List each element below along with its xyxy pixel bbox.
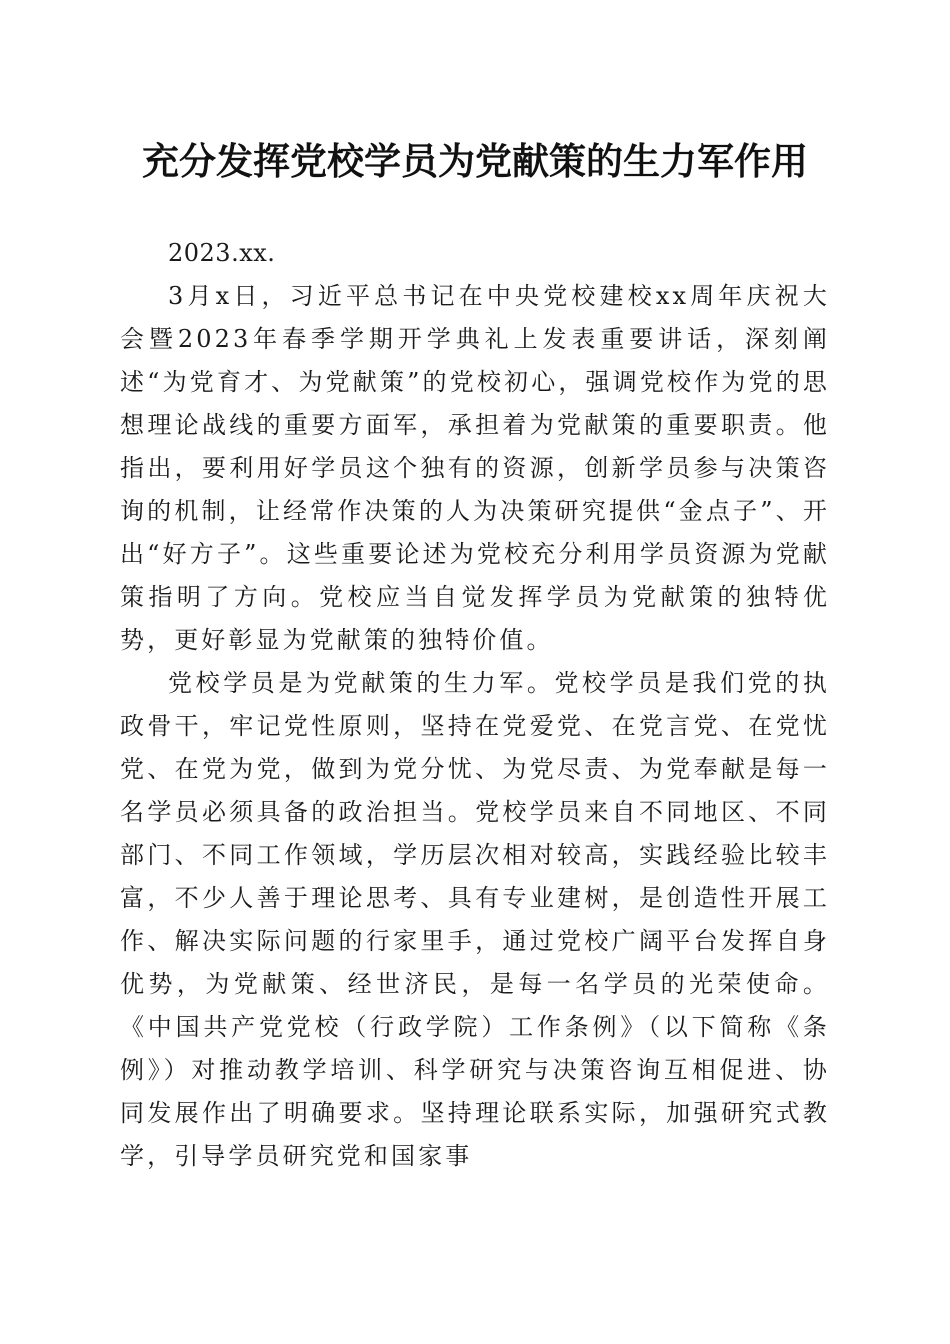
document-date: 2023.xx.	[168, 239, 276, 267]
paragraph-2: 党校学员是为党献策的生力军。党校学员是我们党的执政骨干，牢记党性原则，坚持在党爱党、在党言党、在党忧党、在党为党，做到为党分忧、为党尽责、为党奉献是每一名学员必须具备的政治担当。党校学员来自不同地区、不同部门、不同工作领域，学历层次相对较高，实践经验比较丰富，不少人善于理论思考、具有专业建树，是创造性开展工作、解决实际问题的行家里手，通过党校广阔平台发挥自身优势，为党献策、经世济民，是每一名学员的光荣使命。《中国共产党党校（行政学院）工作条例》（以下简称《条例》）对推动教学培训、科学研究与决策咨询互相促进、协同发展作出了明确要求。坚持理论联系实际，加强研究式教学，引导学员研究党和国家事	[120, 669, 830, 1170]
document-title: 充分发挥党校学员为党献策的生力军作用	[142, 139, 808, 183]
document-body	[120, 232, 830, 1178]
paragraph-1: 3月x日，习近平总书记在中央党校建校xx周年庆祝大会暨2023年春季学期开学典礼上发表重要讲话，深刻阐述“为党育才、为党献策”的党校初心，强调党校作为党的思想理论战线的重要方面军，承担着为党献策的重要职责。他指出，要利用好学员这个独有的资源，创新学员参与决策咨询的机制，让经常作决策的人为决策研究提供“金点子”、开出“好方子”。这些重要论述为党校充分利用学员资源为党献策指明了方向。党校应当自觉发挥学员为党献策的独特优势，更好彰显为党献策的独特价值。	[120, 282, 830, 654]
